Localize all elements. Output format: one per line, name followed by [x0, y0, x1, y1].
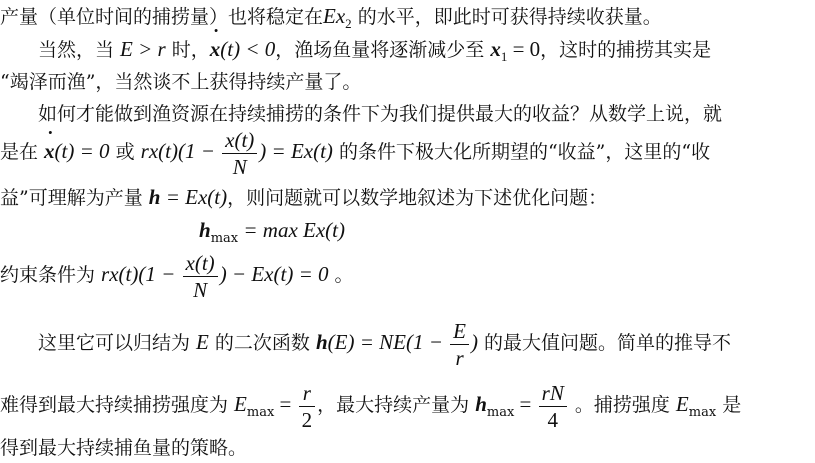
- math-sub: max: [246, 405, 275, 420]
- math-h: h: [148, 185, 161, 209]
- math-sub: 2: [345, 16, 352, 31]
- fraction: [450, 319, 469, 370]
- denominator: 4: [547, 407, 558, 432]
- math-expr: = Ex(t): [160, 185, 228, 209]
- text: ，渔场鱼量将逐渐减少至: [275, 39, 491, 61]
- math-eq: =: [274, 392, 297, 416]
- line-10: [0, 377, 741, 440]
- text: 得到最大持续捕鱼量的策略。: [0, 437, 248, 459]
- math-h: h: [315, 330, 328, 354]
- math-expr: rx(t)(1 −: [101, 262, 181, 286]
- denominator: N: [232, 154, 247, 179]
- numerator: r: [299, 381, 316, 407]
- math-sub: 1: [500, 49, 508, 64]
- math-sub: max: [486, 405, 515, 420]
- math-E: E: [675, 392, 689, 416]
- line-8: [0, 247, 354, 303]
- numerator: E: [450, 319, 469, 345]
- text: 时，: [165, 39, 210, 61]
- text: 是在: [0, 141, 45, 163]
- denominator: N: [193, 277, 208, 302]
- numerator: rN: [539, 381, 567, 407]
- numerator: x(t): [222, 128, 257, 154]
- text: 。捕捞强度: [568, 394, 676, 416]
- line-2: [38, 37, 711, 69]
- math-eq: = 0: [507, 37, 541, 61]
- math-condition: E > r: [120, 37, 166, 61]
- math-h: h: [475, 392, 487, 416]
- math-expr: ): [470, 330, 478, 354]
- math-x1: x: [490, 37, 501, 61]
- line-3: [0, 70, 361, 94]
- line-11: [0, 436, 247, 460]
- math-xdot: x ˙: [44, 124, 55, 179]
- text: ，最大持续产量为: [317, 394, 476, 416]
- text: 或: [109, 141, 141, 163]
- text: 是: [716, 394, 742, 416]
- math-ex: Ex: [323, 4, 346, 28]
- math-h: h: [199, 218, 211, 242]
- denominator: r: [455, 345, 464, 370]
- text: 益”可理解为产量: [0, 187, 149, 209]
- text: 。: [328, 264, 354, 286]
- line-9: [38, 315, 731, 371]
- line-1: [0, 4, 662, 36]
- text: 当然，当: [38, 39, 121, 61]
- numerator: x(t): [183, 251, 218, 277]
- text: 如何才能做到渔资源在持续捕捞的条件下为我们提供最大的收益？从数学上说，就: [38, 103, 723, 125]
- text: 的条件下极大化所期望的“收益”，这里的“收: [332, 141, 711, 163]
- math-condition-2: (t) < 0: [220, 37, 276, 61]
- math-expr: = max Ex(t): [238, 218, 345, 242]
- denominator: 2: [301, 407, 313, 432]
- math-eq: =: [514, 392, 537, 416]
- text: 约束条件为: [0, 264, 102, 286]
- fraction: [183, 251, 218, 302]
- fraction: [299, 381, 316, 432]
- line-4: [38, 102, 722, 126]
- text: “竭泽而渔”，当然谈不上获得持续产量了。: [0, 71, 362, 93]
- text: 的水平，即此时可获得持续收获量。: [351, 6, 662, 28]
- text: 产量（单位时间的捕捞量）也将稳定在: [0, 6, 324, 28]
- math-E: E: [196, 330, 209, 354]
- text: 的二次函数: [208, 332, 316, 354]
- math-expr: rx(t)(1 −: [140, 139, 221, 163]
- math-expr: (t) = 0: [54, 139, 110, 163]
- math-expr: ) − Ex(t) = 0: [219, 262, 329, 286]
- fraction: [539, 381, 567, 432]
- text: ，这时的捕捞其实是: [540, 39, 712, 61]
- math-sub: max: [210, 231, 239, 246]
- text: ，则问题就可以数学地叙述为下述优化问题：: [227, 187, 608, 209]
- math-xdot: x ˙: [210, 37, 221, 61]
- math-E: E: [234, 392, 247, 416]
- text: 难得到最大持续捕捞强度为: [0, 394, 235, 416]
- fraction: [222, 128, 257, 179]
- math-expr: ) = Ex(t): [259, 139, 333, 163]
- text: 这里它可以归结为: [38, 332, 197, 354]
- text: 的最大值问题。简单的推导不: [477, 332, 732, 354]
- math-expr: (E) = NE(1 −: [327, 330, 449, 354]
- line-5: [0, 124, 710, 180]
- math-sub: max: [688, 405, 717, 420]
- line-6: [0, 185, 607, 210]
